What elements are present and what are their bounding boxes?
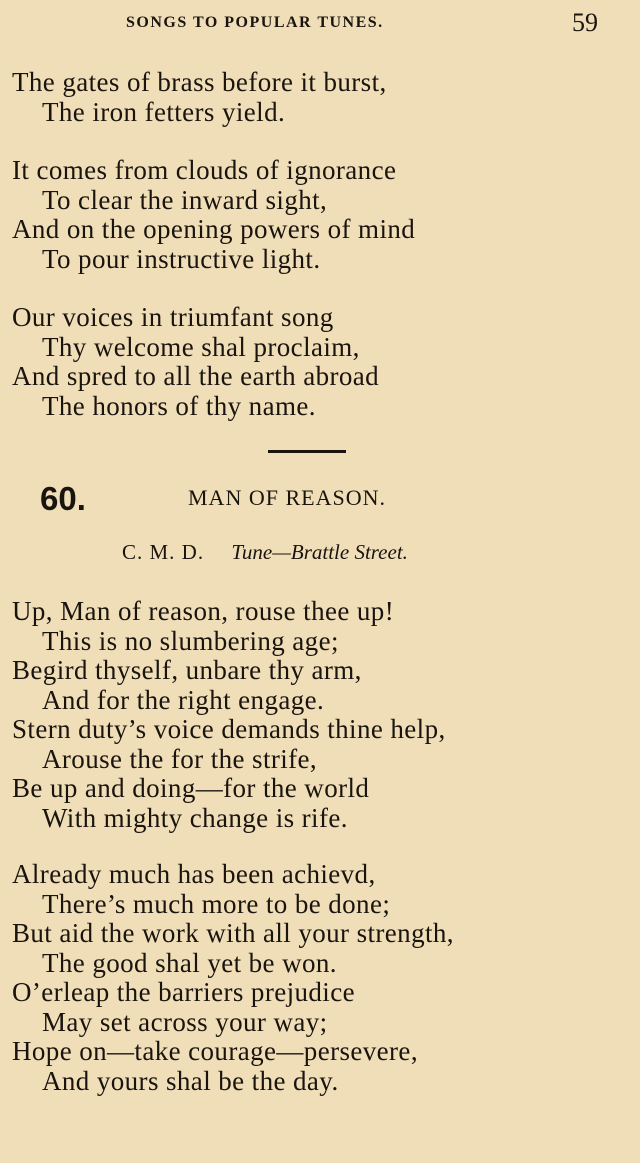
stanza-continued-1 [0,68,640,127]
verse-line: Begird thyself, unbare thy arm, [12,655,362,685]
section-divider [268,450,346,453]
verse-line: The iron fetters yield. [42,96,286,127]
verse-line: To clear the inward sight, [42,184,328,215]
stanza-continued-3 [0,303,640,421]
hymn-number: 60. [40,480,86,517]
verse-line: Stern duty’s voice demands thine help, [12,714,446,744]
hymn-stanza-1 [0,597,640,833]
tune-name: Tune—Brattle Street. [231,540,408,564]
hymn-stanza-2 [0,860,640,1096]
verse-line: The honors of thy name. [42,390,316,421]
verse-line: But aid the work with all your strength, [12,918,454,948]
verse-line: Hope on—take courage—persevere, [12,1036,418,1066]
verse-line: Be up and doing—for the world [12,773,370,803]
hymn-title: MAN OF REASON. [188,485,386,510]
verse-line: O’erleap the barriers prejudice [12,977,355,1007]
meter-line [122,540,408,565]
stanza-continued-2 [0,156,640,274]
verse-line: And for the right engage. [42,684,325,715]
verse-line: Our voices in triumfant song [12,302,334,332]
verse-line: With mighty change is rife. [42,802,348,833]
verse-line: Already much has been achievd, [12,859,376,889]
verse-line: And spred to all the earth abroad [12,361,380,391]
verse-line: This is no slumbering age; [42,625,339,656]
verse-line: The good shal yet be won. [42,947,337,978]
meter: C. M. D. [122,540,205,564]
verse-line: And on the opening powers of mind [12,214,416,244]
verse-line: There’s much more to be done; [42,888,391,919]
verse-line: The gates of brass before it burst, [12,67,387,97]
verse-line: And yours shal be the day. [42,1065,339,1096]
page-number: 59 [572,8,598,37]
verse-line: Arouse the for the strife, [42,743,318,774]
verse-line: May set across your way; [42,1006,328,1037]
verse-line: Up, Man of reason, rouse thee up! [12,596,395,626]
verse-line: To pour instructive light. [42,243,321,274]
running-head: SONGS TO POPULAR TUNES. [126,14,384,31]
verse-line: It comes from clouds of ignorance [12,155,397,185]
verse-line: Thy welcome shal proclaim, [42,331,360,362]
